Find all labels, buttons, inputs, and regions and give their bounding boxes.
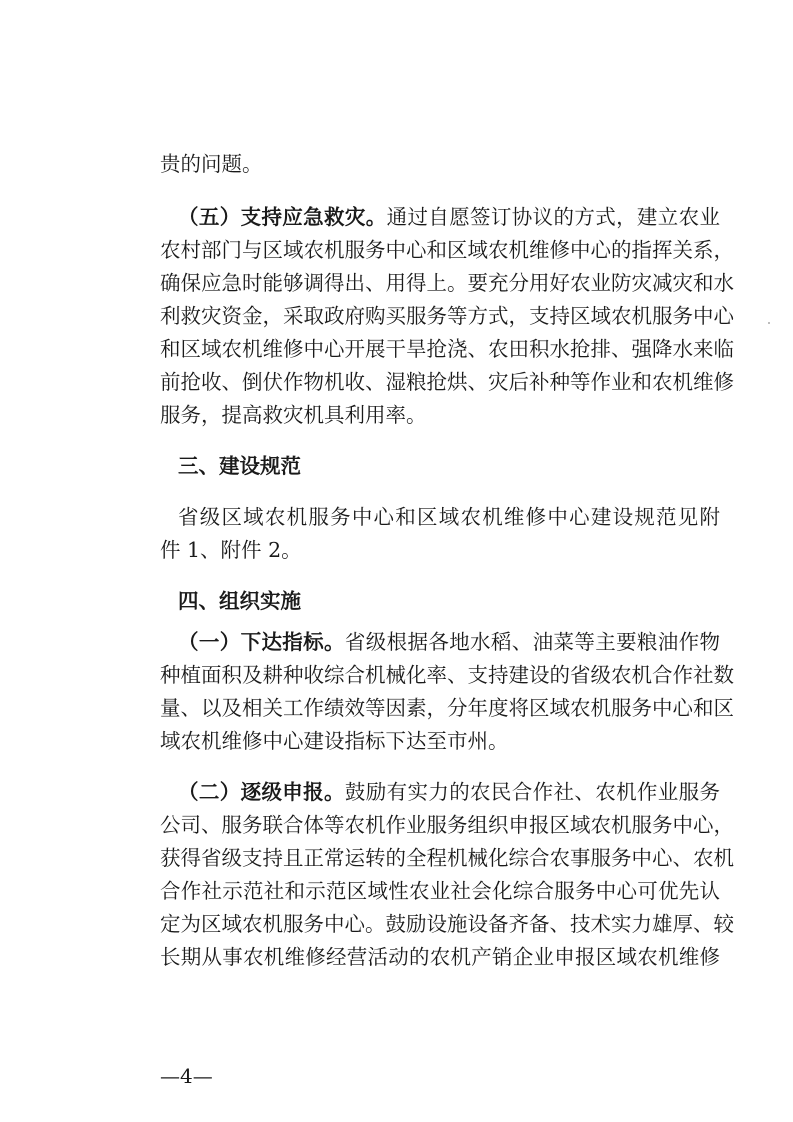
text-line bbox=[178, 628, 720, 656]
paragraph-lead: （一）下达指标。 bbox=[178, 630, 345, 654]
text-line: 公司、服务联合体等农机作业服务组织申报区域农机服务中心， bbox=[160, 813, 734, 837]
text-line: 长期从事农机维修经营活动的农机产销企业申报区域农机维修 bbox=[160, 945, 720, 969]
text-line: 量、以及相关工作绩效等因素，分年度将区域农机服务中心和区 bbox=[160, 696, 734, 720]
text-line: 域农机维修中心建设指标下达至市州。 bbox=[160, 729, 509, 753]
section-heading: 四、组织实施 bbox=[178, 589, 301, 613]
text-line bbox=[178, 778, 720, 806]
text-line: 服务，提高救灾机具利用率。 bbox=[160, 403, 427, 427]
text-line: 前抢收、倒伏作物机收、湿粮抢烘、灾后补种等作业和农机维修 bbox=[160, 370, 734, 394]
scan-speck bbox=[768, 322, 770, 324]
text-line: 获得省级支持且正常运转的全程机械化综合农事服务中心、农机 bbox=[160, 846, 734, 870]
paragraph-text: 鼓励有实力的农民合作社、农机作业服务 bbox=[344, 780, 721, 804]
paragraph-lead: （二）逐级申报。 bbox=[178, 780, 345, 804]
section-heading: 三、建设规范 bbox=[178, 454, 301, 478]
text-line: 贵的问题。 bbox=[160, 152, 263, 176]
text-line: 农村部门与区域农机服务中心和区域农机维修中心的指挥关系， bbox=[160, 238, 734, 262]
paragraph-text: 通过自愿签订协议的方式，建立农业 bbox=[386, 205, 721, 229]
paragraph-text: 省级根据各地水稻、油菜等主要粮油作物 bbox=[344, 630, 721, 654]
text-line bbox=[178, 203, 720, 231]
text-line: 定为区域农机服务中心。鼓励设施设备齐备、技术实力雄厚、较 bbox=[160, 912, 734, 936]
text-line: 种植面积及耕种收综合机械化率、支持建设的省级农机合作社数 bbox=[160, 663, 734, 687]
text-line: 利救灾资金，采取政府购买服务等方式，支持区域农机服务中心 bbox=[160, 304, 734, 328]
page-number: —4— bbox=[160, 1064, 213, 1088]
text-line: 件 1、附件 2。 bbox=[160, 538, 302, 562]
text-line: 合作社示范社和示范区域性农业社会化综合服务中心可优先认 bbox=[160, 879, 720, 903]
paragraph-lead: （五）支持应急救灾。 bbox=[178, 205, 387, 229]
text-line: 省级区域农机服务中心和区域农机维修中心建设规范见附 bbox=[178, 505, 720, 529]
text-line: 确保应急时能够调得出、用得上。要充分用好农业防灾减灾和水 bbox=[160, 271, 734, 295]
text-line: 和区域农机维修中心开展干旱抢浇、农田积水抢排、强降水来临 bbox=[160, 337, 734, 361]
